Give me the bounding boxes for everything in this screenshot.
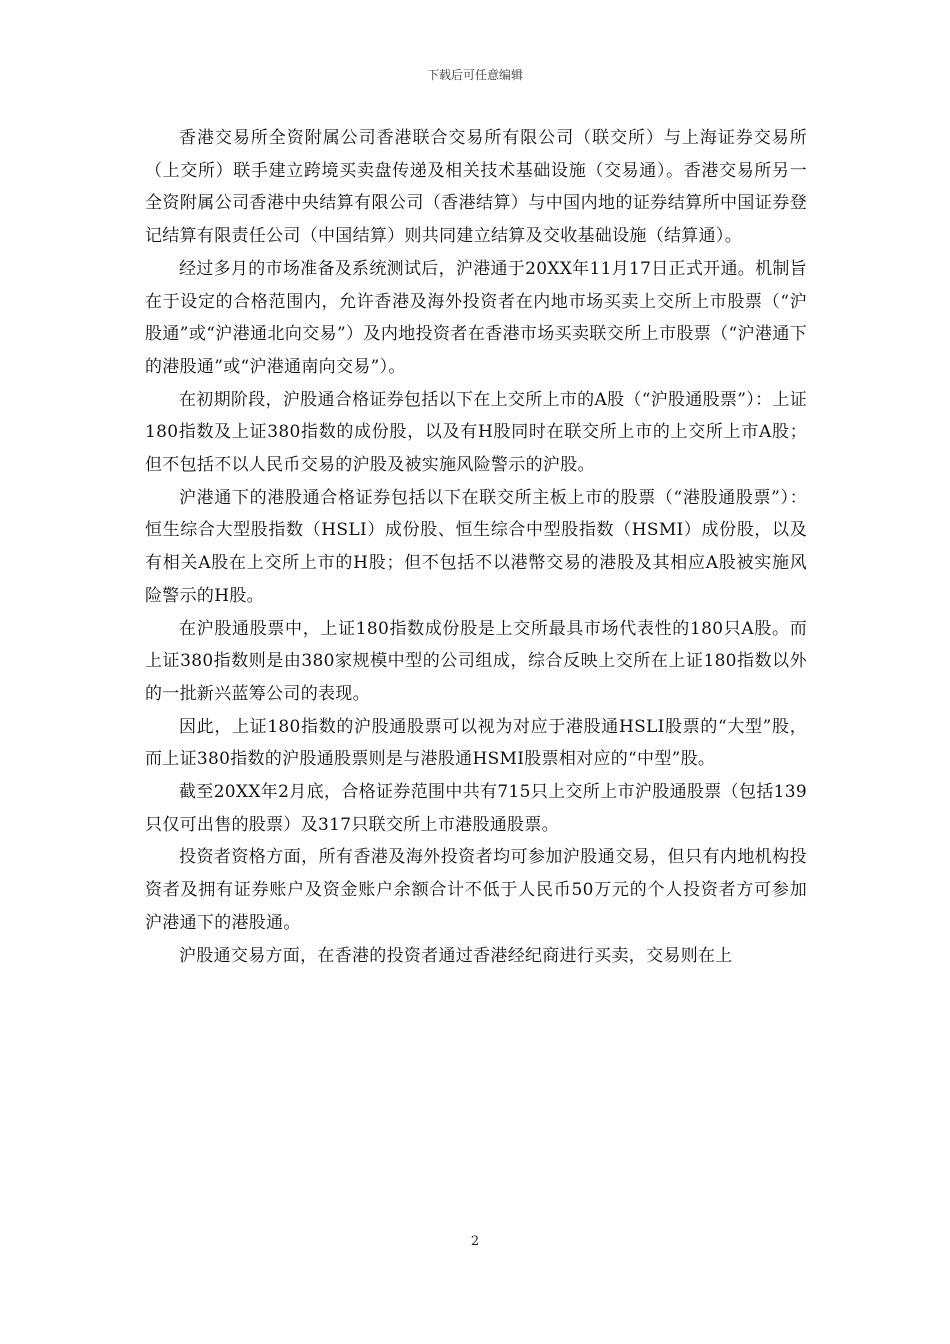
page-number: 2: [470, 1234, 480, 1249]
paragraph: 沪股通交易方面，在香港的投资者通过香港经纪商进行买卖，交易则在上: [179, 945, 733, 966]
paragraph: 投资者资格方面，所有香港及海外投资者均可参加沪股通交易，但只有内地机构投资者及拥有证券账户及资金账户余额合计不低于人民币50万元的个人投资者方可参加沪港通下的港股通。: [145, 847, 807, 933]
paragraph: 在初期阶段，沪股通合格证券包括以下在上交所上市的A股（“沪股通股票”）：上证180指数及上证380指数的成份股，以及有H股同时在联交所上市的上交所上市A股；但不包括不以人民币交易的沪股及被实施风险警示的沪股。: [145, 389, 807, 476]
paragraph: 截至20XX年2月底，合格证券范围中共有715只上交所上市沪股通股票（包括139只仅可出售的股票）及317只联交所上市港股通股票。: [145, 782, 807, 835]
paragraph: 经过多月的市场准备及系统测试后，沪港通于20XX年11月17日正式开通。机制旨在于设定的合格范围内，允许香港及海外投资者在内地市场买卖上交所上市股票（“沪股通”或“沪港通北向交易”）及内地投资者在香港市场买卖联交所上市股票（“沪港通下的港股通”或“沪港通南向交易”）。: [145, 258, 807, 377]
paragraph: 沪港通下的港股通合格证券包括以下在联交所主板上市的股票（“港股通股票”）：恒生综合大型股指数（HSLI）成份股、恒生综合中型股指数（HSMI）成份股，以及有相关A股在上交所上市的H股；但不包括不以港幣交易的港股及其相应A股被实施风险警示的H股。: [145, 487, 807, 606]
document-body: [145, 122, 807, 972]
paragraph: 因此，上证180指数的沪股通股票可以视为对应于港股通HSLI股票的“大型”股，而上证380指数的沪股通股票则是与港股通HSMI股票相对应的“中型”股。: [145, 716, 807, 770]
paragraph: 在沪股通股票中，上证180指数成份股是上交所最具市场代表性的180只A股。而上证380指数则是由380家规模中型的公司组成，综合反映上交所在上证180指数以外的一批新兴蓝筹公司的表现。: [145, 618, 807, 704]
page-header: 下载后可任意编辑: [426, 68, 523, 82]
paragraph: 香港交易所全资附属公司香港联合交易所有限公司（联交所）与上海证券交易所（上交所）联手建立跨境买卖盘传递及相关技术基础设施（交易通）。香港交易所另一全资附属公司香港中央结算有限公司（香港结算）与中国内地的证券结算所中国证券登记结算有限责任公司（中国结算）则共同建立结算及交收基础设施（结算通）。: [145, 128, 807, 247]
